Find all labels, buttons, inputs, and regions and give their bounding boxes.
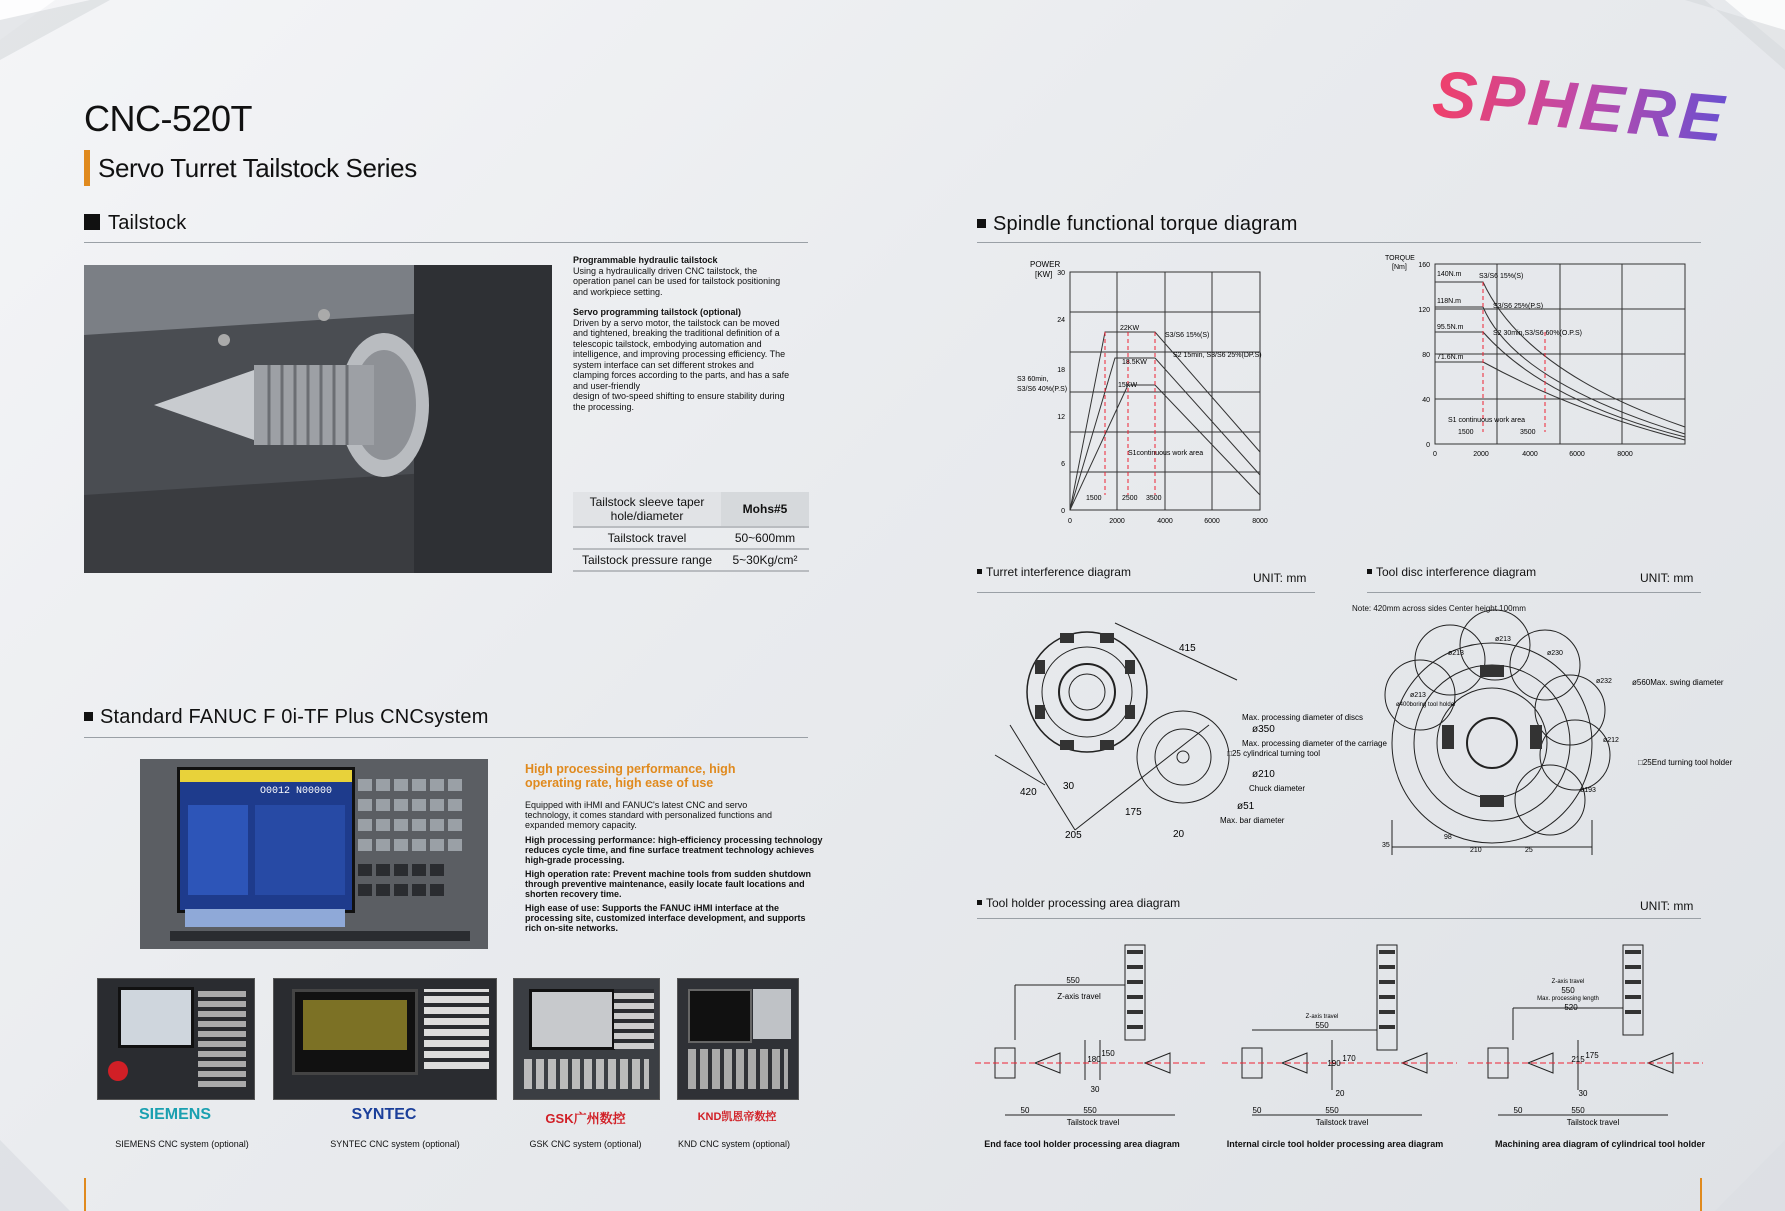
syntec-logo: SYNTEC — [351, 1106, 417, 1123]
knd-logo: KND凯恩帝数控 — [697, 1111, 777, 1123]
torque-ytick: 120 — [1418, 307, 1430, 314]
dim-label: 150 — [1101, 1049, 1115, 1058]
power-yunit: [KW] — [1035, 270, 1053, 279]
power-ytick: 6 — [1061, 461, 1065, 468]
tooldisc-dim: ø230 — [1547, 650, 1563, 657]
torque-label: 3500 — [1520, 429, 1536, 436]
toolholder-unit: UNIT: mm — [1640, 899, 1694, 913]
torque-ytick: 0 — [1426, 442, 1430, 449]
internal-circle-toolholder-diagram — [1222, 940, 1462, 1140]
torque-xtick: 6000 — [1569, 451, 1585, 458]
torque-ytick: 80 — [1422, 352, 1430, 359]
knd-caption: KND CNC system (optional) — [677, 1139, 791, 1149]
power-xtick: 4000 — [1157, 518, 1173, 525]
description-line: and user-friendly — [573, 380, 641, 391]
power-label: S1continuous work area — [1128, 450, 1204, 457]
description-line: the processing. — [573, 401, 635, 412]
tooldisc-dim: 98 — [1444, 834, 1452, 841]
description-line: and tightened, breaking the traditional definition of a — [573, 328, 780, 338]
torque-ytick: 40 — [1422, 397, 1430, 404]
power-ytick: 18 — [1057, 367, 1065, 374]
end-face-toolholder-diagram — [975, 940, 1215, 1140]
internal-circle-caption: Internal circle tool holder processing area diagram — [1226, 1139, 1444, 1149]
turret-dim: 415 — [1179, 643, 1196, 654]
power-ytick: 0 — [1061, 508, 1065, 515]
spec-value: Mohs#5 — [721, 492, 809, 527]
description-line: Using a hydraulically driven CNC tailstock, the — [573, 265, 758, 276]
turret-dim: 20 — [1173, 829, 1185, 840]
power-label: S3 60min, — [1017, 376, 1049, 383]
dim-label: Max. processing length — [1537, 996, 1599, 1002]
cnc-intro: Equipped with iHMI and FANUC's latest CNC and servo technology, it comes standard with personalized functions and expanded memory capacity. — [525, 800, 772, 830]
servo-tailstock-text — [573, 307, 813, 412]
dim-label: 550 — [1083, 1106, 1097, 1115]
dim-label: 20 — [1335, 1089, 1345, 1098]
turret-note: Chuck diameter — [1249, 784, 1306, 793]
dim-label: 550 — [1571, 1106, 1585, 1115]
power-xtick: 8000 — [1252, 518, 1268, 525]
divider — [1367, 592, 1701, 593]
spec-label: Tailstock travel — [573, 527, 721, 549]
tooldisc-dim: ø213 — [1410, 692, 1426, 699]
tooldisc-dim: ø213 — [1495, 636, 1511, 643]
tooldisc-note: Note: 420mm across sides Center height 100mm — [1352, 604, 1526, 613]
turret-dim: 30 — [1063, 781, 1075, 792]
screen-readout: O0012 N00000 — [260, 786, 333, 797]
cnc-highlight: High processing performance, high operating rate, high ease of use — [525, 762, 736, 790]
power-ytick: 24 — [1057, 317, 1065, 324]
description-line: telescopic tailstock, embodying automation and — [573, 338, 762, 349]
dim-label: 170 — [1342, 1054, 1356, 1063]
torque-xtick: 8000 — [1617, 451, 1633, 458]
description-line: and workpiece setting. — [573, 286, 663, 297]
torque-heading: Spindle functional torque diagram — [977, 213, 1298, 236]
spec-label: Tailstock pressure range — [573, 549, 721, 571]
torque-label: S2 30min,S3/S6 60%(O.P.S) — [1493, 330, 1582, 337]
power-ytick: 30 — [1057, 270, 1065, 277]
turret-note: Max. bar diameter — [1220, 816, 1285, 825]
dim-label: 550 — [1325, 1106, 1339, 1115]
tooldisc-dim: 210 — [1470, 847, 1482, 854]
power-label: 15KW — [1118, 382, 1138, 389]
torque-label: S3/S6 25%(P.S) — [1493, 303, 1544, 310]
dim-label: 215 — [1571, 1055, 1585, 1064]
description-line: Servo programming tailstock (optional) — [573, 307, 742, 317]
spec-row — [573, 549, 809, 571]
torque-label: 95.5N.m — [1437, 324, 1464, 331]
corner-decoration-bottom-left — [0, 1120, 80, 1211]
dim-label: Tailstock travel — [1315, 1118, 1369, 1127]
power-ytick: 12 — [1057, 414, 1065, 421]
tooldisc-dim: 35 — [1382, 842, 1390, 849]
cnc-point: High processing performance: high-efficiency processing technology reduces cycle time, and fine surface treatment technology achieves high-grade processing. — [525, 835, 823, 865]
tooldisc-dim: ø213 — [1448, 650, 1464, 657]
dim-label: 550 — [1066, 976, 1080, 985]
tailstock-spec-table — [573, 492, 809, 572]
turret-interference-diagram — [975, 605, 1387, 845]
torque-yunit: [Nm] — [1392, 264, 1407, 271]
tooldisc-heading: Tool disc interference diagram — [1367, 566, 1536, 579]
corner-decoration-bottom-right — [1700, 1120, 1785, 1211]
torque-xtick: 2000 — [1473, 451, 1489, 458]
tooldisc-dim: ø232 — [1596, 678, 1612, 685]
power-label: 3500 — [1146, 495, 1162, 502]
dim-label: 30 — [1090, 1085, 1100, 1094]
dim-label: 50 — [1513, 1106, 1523, 1115]
tooldisc-note: □25End turning tool holder — [1638, 758, 1733, 767]
power-label: S3/S6 15%(S) — [1165, 332, 1210, 339]
cnc-point: High ease of use: Supports the FANUC iHMI interface at the processing site, customized interface development, and supports rich on-site networks. — [525, 903, 806, 933]
cnc-heading: Standard FANUC F 0i-TF Plus CNCsystem — [84, 706, 489, 729]
turret-dim: ø51 — [1237, 801, 1255, 812]
power-label: 18.5KW — [1122, 359, 1147, 366]
divider — [977, 918, 1701, 919]
end-face-caption: End face tool holder processing area diagram — [984, 1139, 1180, 1149]
syntec-caption: SYNTEC CNC system (optional) — [330, 1139, 460, 1149]
svg-text:SPHERE: SPHERE — [1429, 56, 1731, 156]
turret-dim: 175 — [1125, 807, 1142, 818]
turret-note: □25 cylindrical turning tool — [1227, 749, 1320, 758]
torque-label: S1 continuous work area — [1448, 417, 1526, 424]
page-edge-marker — [1700, 1178, 1702, 1211]
torque-label: 71.6N.m — [1437, 354, 1464, 361]
torque-label: 140N.m — [1437, 271, 1462, 278]
gsk-logo: GSK广州数控 — [545, 1111, 626, 1126]
description-line: Programmable hydraulic tailstock — [573, 255, 718, 265]
spec-row — [573, 527, 809, 549]
siemens-caption: SIEMENS CNC system (optional) — [115, 1139, 249, 1149]
dim-label: 50 — [1020, 1106, 1030, 1115]
tooldisc-dim: ø193 — [1580, 787, 1596, 794]
spec-label: Tailstock sleeve taper hole/diameter — [573, 492, 721, 527]
page-title: CNC-520T — [84, 98, 253, 139]
knd-controller-photo — [677, 978, 799, 1100]
power-xtick: 6000 — [1204, 518, 1220, 525]
dim-label: Z-axis travel — [1057, 992, 1101, 1001]
spec-value: 50~600mm — [721, 527, 809, 549]
turret-note: Max. processing diameter of the carriage — [1242, 739, 1387, 748]
description-line: clamping forces according to the parts, and has a safe — [573, 370, 790, 380]
tooldisc-unit: UNIT: mm — [1640, 571, 1694, 585]
dim-label: Z-axis travel — [1551, 979, 1585, 985]
dim-label: 520 — [1564, 1003, 1578, 1012]
power-xtick: 2000 — [1109, 518, 1125, 525]
tooldisc-dim: 25 — [1525, 847, 1533, 854]
power-ylabel: POWER — [1030, 260, 1061, 269]
divider — [977, 592, 1315, 593]
divider — [84, 737, 808, 738]
turret-unit: UNIT: mm — [1253, 571, 1307, 585]
fanuc-controller-photo — [140, 759, 488, 949]
dim-label: Z-axis travel — [1305, 1014, 1339, 1020]
turret-note: Max. processing diameter of discs — [1242, 713, 1363, 722]
tailstock-description — [573, 255, 813, 412]
torque-label: 118N.m — [1437, 298, 1461, 305]
torque-label: 1500 — [1458, 429, 1474, 436]
power-label: S3/S6 40%(P.S) — [1017, 386, 1068, 393]
dim-label: 30 — [1578, 1089, 1588, 1098]
toolholder-heading: Tool holder processing area diagram — [977, 896, 1180, 910]
spec-value: 5~30Kg/cm² — [721, 549, 809, 571]
cylindrical-caption: Machining area diagram of cylindrical tool holder — [1494, 1139, 1706, 1149]
tailstock-heading: Tailstock — [84, 212, 187, 235]
torque-chart — [1375, 252, 1650, 462]
description-line: intelligence, and improving processing efficiency. The — [573, 349, 786, 359]
dim-label: 190 — [1327, 1059, 1341, 1068]
cnc-description — [525, 762, 835, 933]
page-edge-marker — [84, 1178, 86, 1211]
turret-dim: ø210 — [1252, 769, 1275, 780]
dim-label: 175 — [1585, 1051, 1599, 1060]
dim-label: Tailstock travel — [1066, 1118, 1120, 1127]
torque-ytick: 160 — [1418, 262, 1430, 269]
hydraulic-tailstock-text — [573, 255, 813, 297]
gsk-caption: GSK CNC system (optional) — [529, 1139, 642, 1149]
power-chart — [1010, 255, 1300, 530]
cnc-point: High operation rate: Prevent machine tools from sudden shutdown through preventive maintenance, easily locate fault locations and shorten recovery time. — [525, 869, 812, 899]
brand-logo — [1420, 50, 1731, 160]
torque-ylabel: TORQUE — [1385, 255, 1415, 262]
turret-dim: 420 — [1020, 787, 1037, 798]
description-line: design of two-speed shifting to ensure stability during — [573, 391, 785, 401]
turret-dim: ø350 — [1252, 724, 1275, 735]
page-subtitle: Servo Turret Tailstock Series — [84, 150, 417, 186]
siemens-controller-photo — [97, 978, 255, 1100]
spec-row — [573, 492, 809, 527]
dim-label: 550 — [1315, 1021, 1329, 1030]
power-xtick: 0 — [1068, 518, 1072, 525]
gsk-controller-photo — [513, 978, 660, 1100]
divider — [84, 242, 808, 243]
torque-xtick: 0 — [1433, 451, 1437, 458]
power-label: 1500 — [1086, 495, 1102, 502]
power-label: 2500 — [1122, 495, 1138, 502]
cylindrical-toolholder-diagram — [1468, 940, 1708, 1140]
tooldisc-dim: ø212 — [1603, 737, 1619, 744]
tooldisc-dim: ø400boring tool holder — [1396, 702, 1457, 708]
siemens-logo: SIEMENS — [138, 1106, 211, 1123]
description-line: operation panel can be used for tailstock positioning — [573, 276, 781, 286]
dim-label: 50 — [1252, 1106, 1262, 1115]
turret-dim: 205 — [1065, 830, 1082, 841]
torque-xtick: 4000 — [1522, 451, 1538, 458]
dim-label: 550 — [1561, 986, 1575, 995]
power-label: S2 15min, S3/S6 25%(DP.S) — [1173, 352, 1262, 359]
tooldisc-note: ø560Max. swing diameter — [1632, 678, 1724, 687]
corner-decoration-top-left — [0, 0, 120, 80]
description-line: system interface can set different strokes and — [573, 359, 754, 370]
turret-heading: Turret interference diagram — [977, 566, 1131, 579]
description-line: Driven by a servo motor, the tailstock can be moved — [573, 317, 780, 328]
power-label: 22KW — [1120, 325, 1140, 332]
syntec-controller-photo — [273, 978, 497, 1100]
dim-label: Tailstock travel — [1566, 1118, 1620, 1127]
divider — [977, 242, 1701, 243]
tooldisc-interference-diagram — [1360, 615, 1780, 855]
dim-label: 180 — [1087, 1055, 1101, 1064]
torque-label: S3/S6 15%(S) — [1479, 273, 1524, 280]
tailstock-photo — [84, 265, 552, 573]
